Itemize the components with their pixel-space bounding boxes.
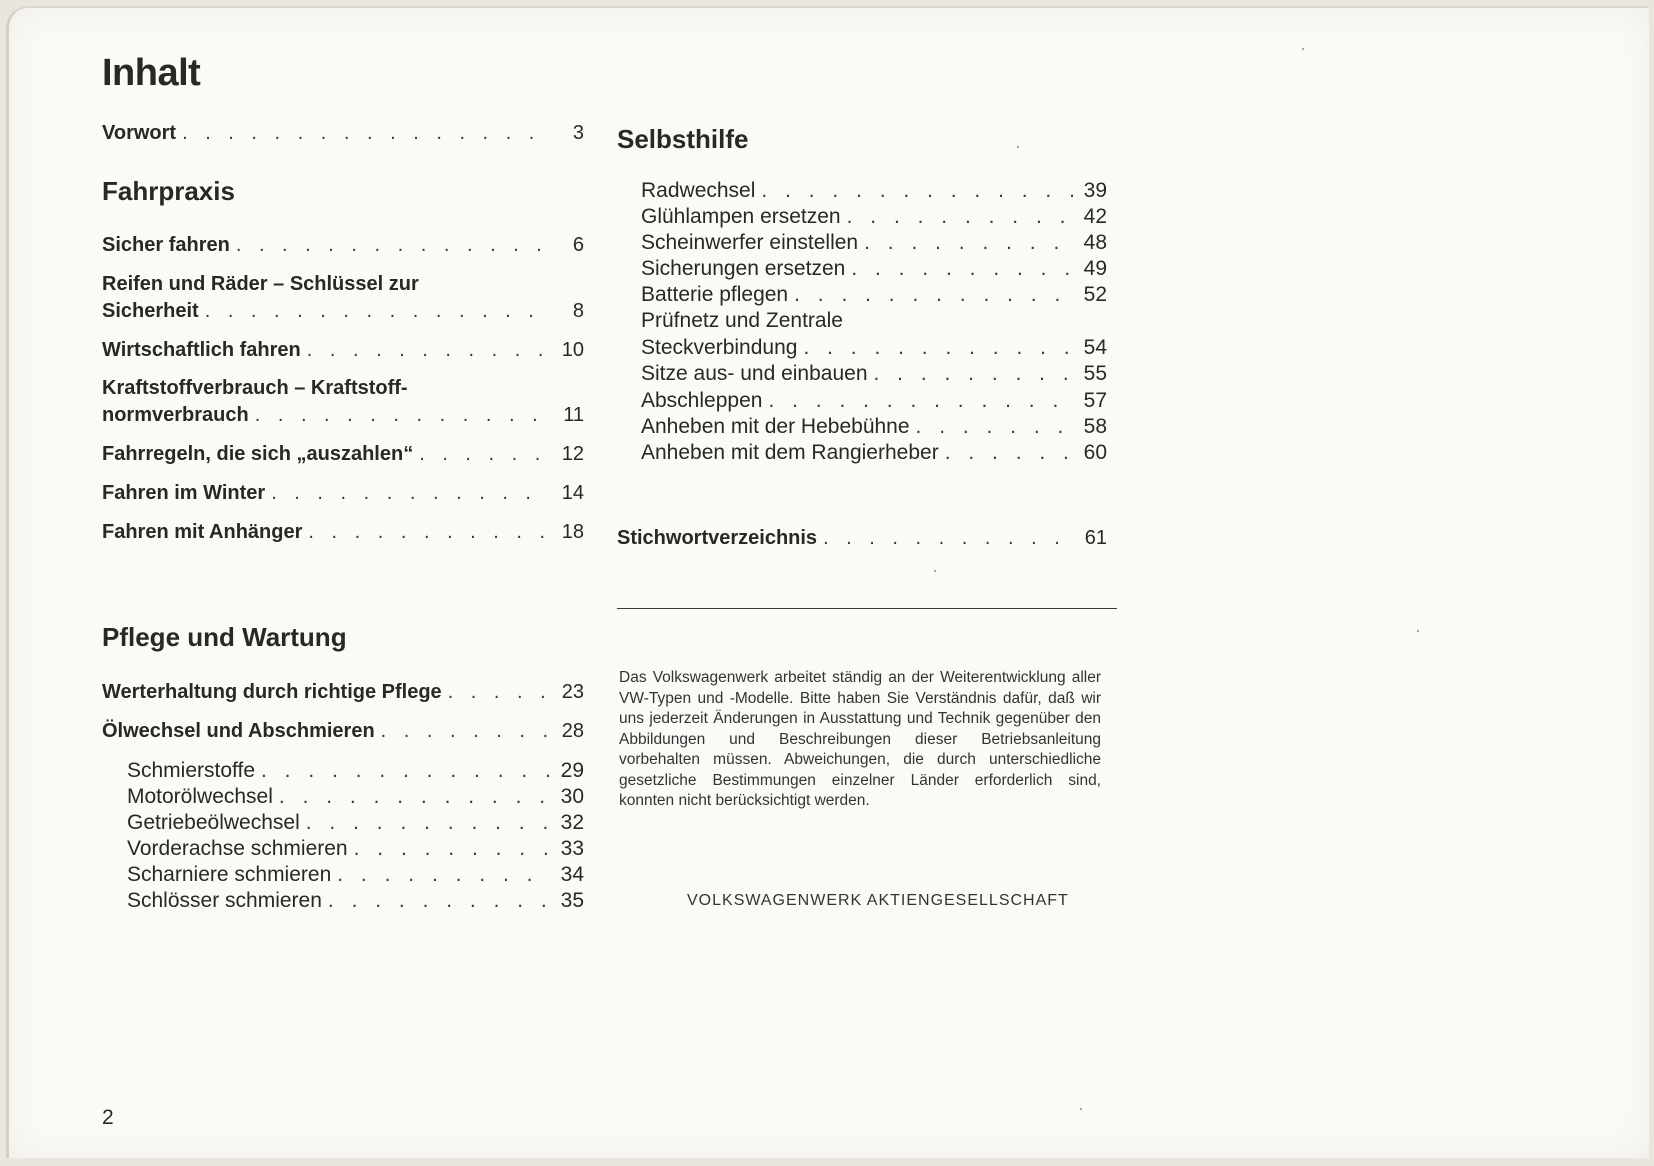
toc-entry[interactable]: Ölwechsel und Abschmieren . . . 28: [102, 718, 584, 744]
dot-leader: [916, 414, 1073, 440]
page-ref: 42: [1083, 205, 1107, 228]
dot-leader: [847, 204, 1073, 230]
dot-leader: [761, 178, 1073, 204]
page-ref: 39: [1083, 179, 1107, 202]
toc-entry[interactable]: normverbrauch . . . 11: [102, 402, 584, 428]
page-ref: 14: [561, 482, 584, 504]
dot-leader: [803, 335, 1073, 361]
page-ref: 52: [1083, 283, 1107, 306]
paper-speck: [1417, 630, 1419, 632]
dot-leader: [205, 298, 550, 324]
dot-leader: [768, 388, 1073, 414]
toc-entry[interactable]: Fahren mit Anhänger . . . 18: [102, 519, 584, 545]
toc-entry[interactable]: Fahren im Winter . . . 14: [102, 480, 584, 506]
toc-entry[interactable]: Werterhaltung durch richtige Pflege . . . 23: [102, 679, 584, 705]
dot-leader: [851, 256, 1073, 282]
toc-entry-line1[interactable]: Kraftstoffverbrauch – Kraftstoff-: [102, 377, 408, 399]
page-ref: 57: [1083, 389, 1107, 412]
page-ref: 48: [1083, 231, 1107, 254]
toc-entry-line1[interactable]: Reifen und Räder – Schlüssel zur: [102, 273, 419, 295]
dot-leader: [261, 758, 550, 784]
paper-speck: [1017, 146, 1019, 148]
dot-leader: [236, 232, 550, 258]
toc-subentry[interactable]: Anheben mit dem Rangierheber . . . 60: [641, 440, 1107, 466]
page-ref: 12: [561, 443, 584, 465]
toc-entry[interactable]: Sicherheit . . . 8: [102, 298, 584, 324]
page-ref: 33: [560, 837, 584, 860]
toc-entry-stichwortverzeichnis[interactable]: Stichwortverzeichnis . . . 61: [617, 525, 1107, 551]
toc-subentry[interactable]: Sicherungen ersetzen . . . 49: [641, 256, 1107, 282]
section-heading-selbsthilfe: Selbsthilfe: [617, 124, 749, 154]
toc-subentry[interactable]: Abschleppen . . . 57: [641, 388, 1107, 414]
dot-leader: [337, 862, 550, 888]
page-ref: 32: [560, 811, 584, 834]
page-ref: 28: [561, 720, 584, 742]
page-ref: 60: [1083, 441, 1107, 464]
page-ref: 54: [1083, 336, 1107, 359]
page-sheet: [6, 6, 1649, 1158]
divider-line: [617, 608, 1117, 609]
dot-leader: [794, 282, 1073, 308]
dot-leader: [279, 784, 550, 810]
dot-leader: [945, 440, 1073, 466]
company-name: VOLKSWAGENWERK AKTIENGESELLSCHAFT: [687, 892, 1069, 909]
page-ref: 34: [560, 863, 584, 886]
dot-leader: [308, 519, 550, 545]
page-ref: 6: [572, 234, 584, 256]
page-ref: 49: [1083, 257, 1107, 280]
toc-subentry[interactable]: Glühlampen ersetzen . . . 42: [641, 204, 1107, 230]
toc-subentry[interactable]: Motorölwechsel . . . 30: [127, 784, 584, 810]
dot-leader: [864, 230, 1073, 256]
page-ref: 61: [1084, 527, 1107, 549]
toc-subentry-line1[interactable]: Prüfnetz und Zentrale: [641, 309, 843, 332]
page-ref: 55: [1083, 362, 1107, 385]
dot-leader: [306, 810, 550, 836]
page-ref: 30: [560, 785, 584, 808]
toc-subentry[interactable]: Scheinwerfer einstellen . . . 48: [641, 230, 1107, 256]
section-heading-pflege: Pflege und Wartung: [102, 622, 347, 652]
page-title: Inhalt: [102, 52, 201, 94]
toc-subentry[interactable]: Schlösser schmieren . . . 35: [127, 888, 584, 914]
toc-entry[interactable]: Sicher fahren . . . 6: [102, 232, 584, 258]
dot-leader: [419, 441, 550, 467]
page-ref: 8: [572, 300, 584, 322]
toc-entry-vorwort[interactable]: Vorwort . . . 3: [102, 120, 584, 146]
toc-subentry[interactable]: Scharniere schmieren . . . 34: [127, 862, 584, 888]
dot-leader: [255, 402, 550, 428]
page-ref: 35: [560, 889, 584, 912]
toc-entry[interactable]: Wirtschaftlich fahren . . . 10: [102, 337, 584, 363]
section-heading-fahrpraxis: Fahrpraxis: [102, 176, 235, 206]
toc-subentry[interactable]: Radwechsel . . . 39: [641, 178, 1107, 204]
paper-speck: [1080, 1108, 1082, 1110]
paper-speck: [934, 570, 936, 572]
dot-leader: [381, 718, 550, 744]
page-ref: 10: [561, 339, 584, 361]
toc-subentry[interactable]: Vorderachse schmieren . . . 33: [127, 836, 584, 862]
page-ref: 3: [572, 122, 584, 144]
dot-leader: [271, 480, 550, 506]
dot-leader: [874, 361, 1074, 387]
dot-leader: [823, 525, 1073, 551]
dot-leader: [307, 337, 550, 363]
dot-leader: [448, 679, 550, 705]
page-ref: 11: [563, 404, 584, 426]
toc-subentry[interactable]: Anheben mit der Hebebühne . . . 58: [641, 414, 1107, 440]
page-ref: 58: [1083, 415, 1107, 438]
dot-leader: [328, 888, 550, 914]
toc-subentry[interactable]: Steckverbindung . . . 54: [641, 335, 1107, 361]
paper-speck: [1302, 48, 1304, 50]
toc-subentry[interactable]: Getriebeölwechsel . . . 32: [127, 810, 584, 836]
toc-subentry[interactable]: Sitze aus- und einbauen . . . 55: [641, 361, 1107, 387]
page-ref: 23: [561, 681, 584, 703]
page-ref: 18: [561, 521, 584, 543]
page-ref: 29: [560, 759, 584, 782]
dot-leader: [354, 836, 550, 862]
page-number: 2: [102, 1106, 114, 1129]
toc-subentry[interactable]: Schmierstoffe . . . 29: [127, 758, 584, 784]
dot-leader: [182, 120, 550, 146]
toc-entry[interactable]: Fahrregeln, die sich „auszahlen“ . . . 12: [102, 441, 584, 467]
toc-subentry[interactable]: Batterie pflegen . . . 52: [641, 282, 1107, 308]
disclaimer-text: Das Volkswagenwerk arbeitet ständig an der Weiterentwicklung aller VW-Typen und -Modelle. Bitte haben Sie Verständnis dafür, daß wir uns jederzeit Änderungen in Ausstattung und Technik gegenüber den Abbildungen und Beschreibungen dieser Betriebsanleitung vorbehalten müssen. Abweichungen, die durch unterschiedliche gesetzliche Bestimmungen einzelner Länder erforderlich sind, konnten nicht berücksichtigt werden.: [619, 669, 1101, 809]
